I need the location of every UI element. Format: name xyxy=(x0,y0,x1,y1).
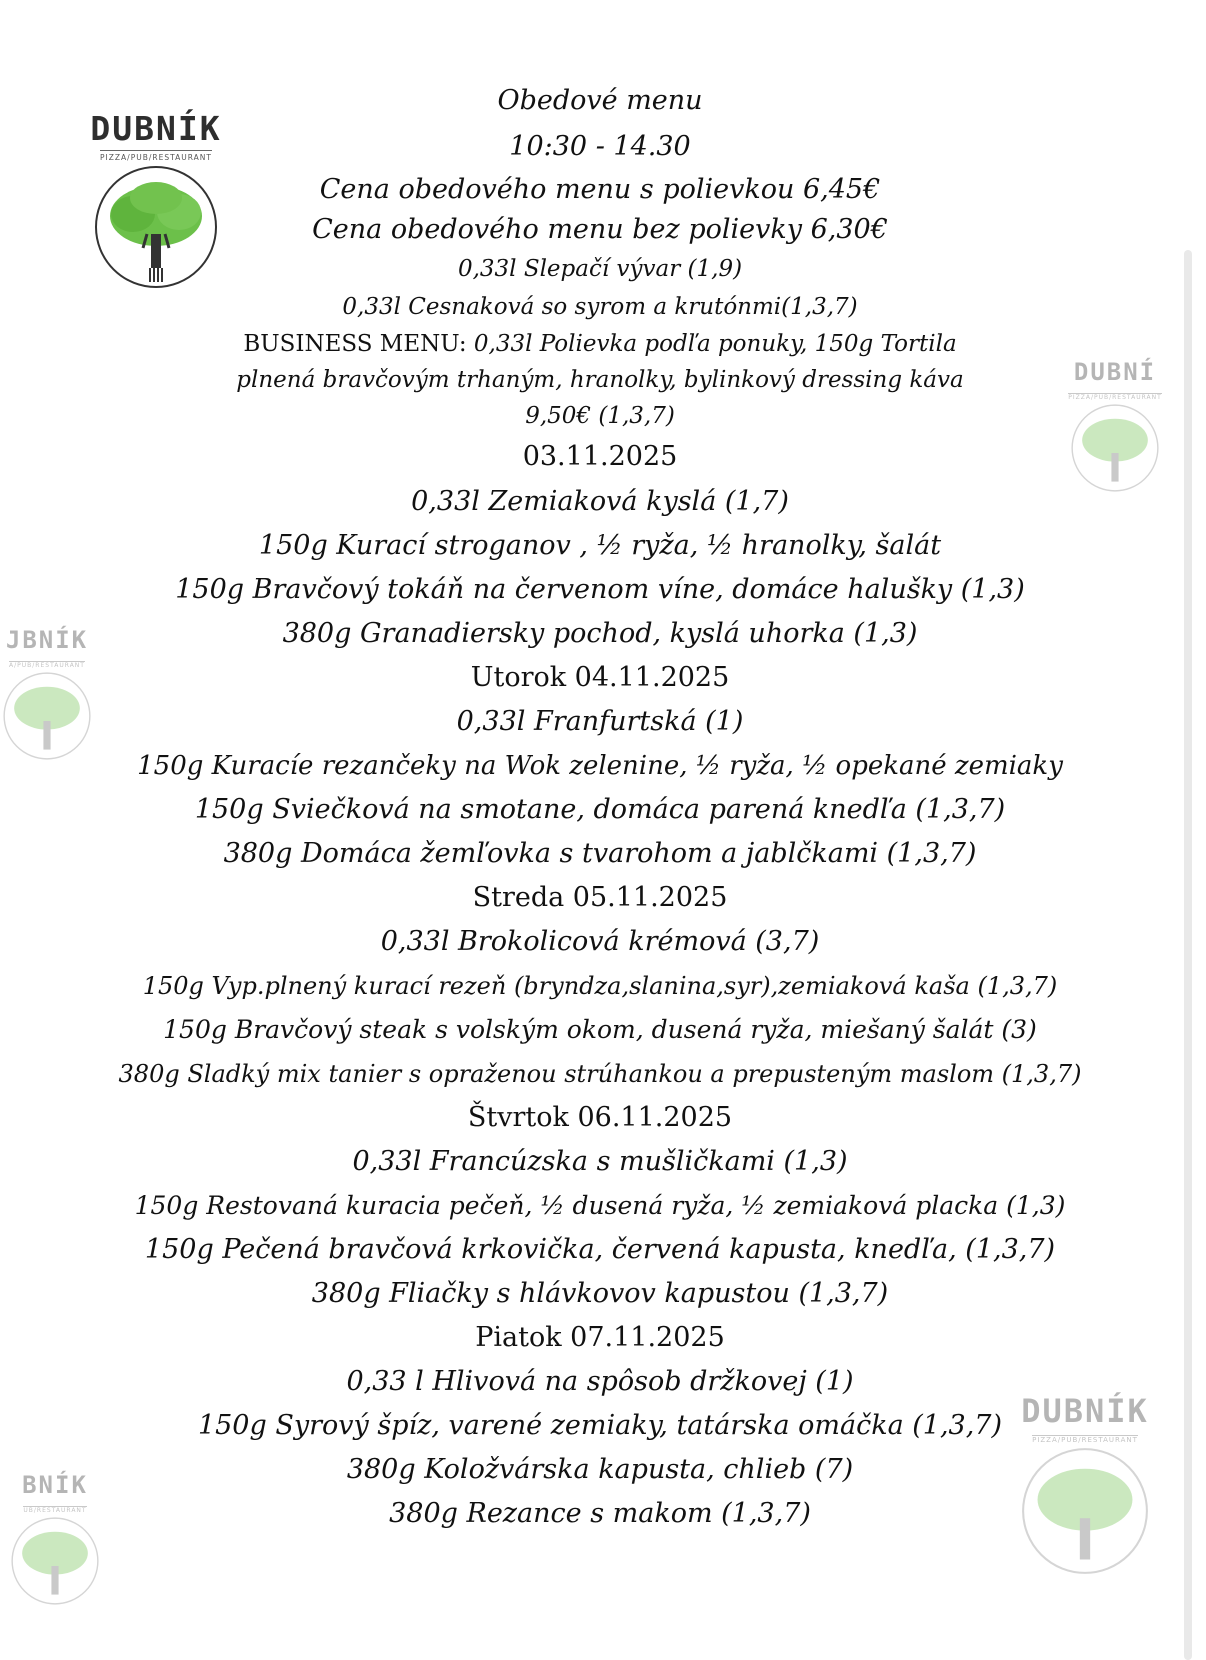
day-date: Streda 05.11.2025 xyxy=(472,882,728,913)
day-date: Utorok 04.11.2025 xyxy=(470,662,730,693)
menu-item: 150g Kuracíe rezančeky na Wok zelenine, ½ ryža, ½ opekané zemiaky xyxy=(137,751,1063,781)
menu-item: 150g Bravčový tokáň na červenom víne, domáce halušky (1,3) xyxy=(175,574,1025,605)
menu-item: 380g Fliačky s hlávkovov kapustou (1,3,7) xyxy=(311,1278,889,1309)
menu-item: 150g Vyp.plnený kurací rezeň (bryndza,slanina,syr),zemiaková kaša (1,3,7) xyxy=(142,972,1058,1000)
weekly-soup: 0,33l Slepačí vývar (1,9) xyxy=(457,256,743,282)
menu-item: 0,33l Franfurtská (1) xyxy=(456,706,744,737)
watermark-tagline: UB/RESTAURANT xyxy=(23,1507,87,1514)
price-with-soup: Cena obedového menu s polievkou 6,45€ xyxy=(319,174,881,205)
business-menu-label: BUSINESS MENU: xyxy=(243,331,467,357)
menu-item: 150g Bravčový steak s volským okom, dusená ryža, miešaný šalát (3) xyxy=(163,1015,1037,1044)
watermark-brand: DUBNÍ xyxy=(1073,358,1157,386)
business-menu xyxy=(60,326,1140,434)
day-date: 03.11.2025 xyxy=(522,441,678,472)
menu-item: 380g Granadiersky pochod, kyslá uhorka (1,3) xyxy=(282,618,918,649)
menu-title: Obedové menu xyxy=(497,85,703,116)
logo-tagline: PIZZA/PUB/RESTAURANT xyxy=(100,150,212,162)
logo-brand: DUBNÍK xyxy=(90,109,222,148)
menu-item: 380g Rezance s makom (1,3,7) xyxy=(389,1498,811,1529)
menu-item: 380g Koložvárska kapusta, chlieb (7) xyxy=(346,1454,854,1485)
menu-item: 0,33 l Hlivová na spôsob držkovej (1) xyxy=(346,1366,854,1397)
menu-item: 380g Sladký mix tanier s opraženou strúhankou a prepusteným maslom (1,3,7) xyxy=(118,1060,1082,1088)
watermark-tagline: A/PUB/RESTAURANT xyxy=(9,662,85,669)
price-without-soup: Cena obedového menu bez polievky 6,30€ xyxy=(312,214,888,245)
watermark-brand: BNÍK xyxy=(22,1471,88,1499)
business-menu-text: 0,33l Polievka podľa ponuky, 150g Tortila plnená bravčovým trhaným, hranolky, bylinkový dressing káva 9,50€ (1,3,7) xyxy=(236,331,964,429)
menu-hours: 10:30 - 14.30 xyxy=(509,131,691,162)
day-date: Piatok 07.11.2025 xyxy=(475,1322,725,1353)
scrollbar[interactable] xyxy=(1184,250,1192,1660)
menu-item: 380g Domáca žemľovka s tvarohom a jablčkami (1,3,7) xyxy=(223,838,977,869)
menu-item: 150g Kurací stroganov , ½ ryža, ½ hranolky, šalát xyxy=(258,530,942,561)
menu-item: 150g Pečená bravčová krkovička, červená kapusta, knedľa, (1,3,7) xyxy=(144,1234,1056,1265)
menu-item: 150g Syrový špíz, varené zemiaky, tatárska omáčka (1,3,7) xyxy=(197,1410,1003,1441)
menu-item: 0,33l Francúzska s mušličkami (1,3) xyxy=(352,1146,848,1177)
day-date: Štvrtok 06.11.2025 xyxy=(467,1102,733,1133)
menu-item: 0,33l Zemiaková kyslá (1,7) xyxy=(411,486,789,517)
watermark-tagline: PIZZA/PUB/RESTAURANT xyxy=(1032,1436,1138,1444)
menu-item: 0,33l Brokolicová krémová (3,7) xyxy=(380,926,820,957)
watermark-brand: DUBNÍK xyxy=(1021,1392,1149,1430)
weekly-soup: 0,33l Cesnaková so syrom a krutónmi(1,3,7) xyxy=(342,294,858,320)
lunch-menu xyxy=(60,78,1140,1536)
menu-item: 150g Sviečková na smotane, domáca parená knedľa (1,3,7) xyxy=(194,794,1006,825)
watermark-tagline: PIZZA/PUB/RESTAURANT xyxy=(1068,394,1162,401)
watermark-brand: JBNÍK xyxy=(5,626,89,654)
menu-item: 150g Restovaná kuracia pečeň, ½ dusená ryža, ½ zemiaková placka (1,3) xyxy=(134,1191,1066,1220)
